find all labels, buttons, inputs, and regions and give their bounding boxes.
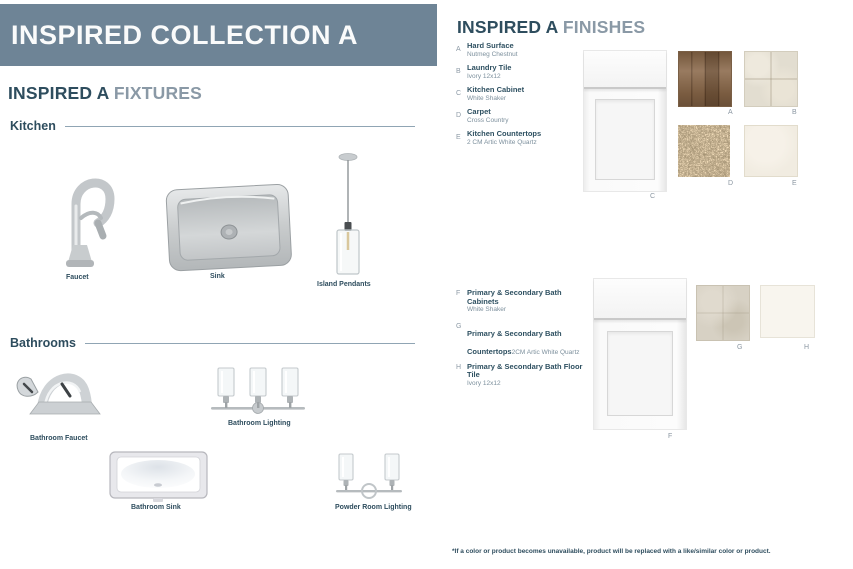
finishes-list-kitchen [456,42,591,152]
swatch-label-g: G [737,344,743,351]
cabinet-door-front [584,89,666,191]
finish-subtitle: 2 CM Artic White Quartz [467,138,537,146]
finishes-heading [457,17,645,38]
finishes-list-bath [456,289,591,393]
kitchen-divider-line [65,126,415,127]
fixtures-heading [8,83,202,104]
bathrooms-section-title: Bathrooms [10,336,76,350]
header-banner [0,4,437,66]
kitchen-section-title: Kitchen [10,119,56,133]
carpet-swatch [678,125,730,177]
finish-letter: E [456,134,461,141]
bathrooms-divider-line [85,343,415,344]
kitchen-sink-label: Sink [210,273,225,280]
finish-title: Carpet [467,107,491,116]
finish-title: Primary & Secondary Bath Floor Tile [467,361,583,379]
finish-entry-b [456,64,591,80]
finish-entry-e [456,130,591,146]
finish-letter: H [456,363,462,371]
swatch-label-d: D [728,180,734,187]
finish-entry-f [456,289,591,314]
finish-subtitle: White Shaker [467,306,507,313]
island-pendant-photo [328,150,368,283]
kitchen-sink-photo [164,182,296,280]
bath-cabinet-swatch [593,278,687,430]
availability-footnote: *If a color or product becomes unavailable, product will be replaced with a like/similar color or product. [452,548,771,555]
finish-title: Kitchen Countertops [467,129,542,138]
powder-room-lighting-label: Powder Room Lighting [335,504,412,511]
kitchen-cabinet-swatch [583,50,667,192]
kitchen-faucet-label: Faucet [66,274,89,281]
bath-countertop-swatch [696,285,750,341]
finish-subtitle: Nutmeg Chestnut [467,50,518,58]
cabinet-door-panel [595,99,654,179]
bathroom-lighting-photo [207,366,309,425]
island-pendant-label: Island Pendants [317,281,371,288]
finish-subtitle: Cross Country [467,116,509,124]
page-title: INSPIRED COLLECTION A [11,19,359,50]
kitchen-countertop-swatch [744,125,798,177]
swatch-label-h: H [804,344,810,351]
finish-letter: D [456,112,462,119]
finish-letter: A [456,46,461,53]
finish-title: Laundry Tile [467,63,512,72]
cabinet-door-panel [607,331,673,416]
kitchen-faucet-photo [57,156,131,277]
bathroom-faucet-photo [12,350,114,427]
finish-entry-g [456,323,591,359]
finish-letter: C [456,90,462,97]
finish-letter: F [456,290,461,297]
swatch-label-c: C [650,193,656,200]
finish-title: Primary & Secondary Bath Countertops [467,328,562,356]
kitchen-section-header [10,119,415,133]
bathrooms-section-header [10,336,415,350]
bathroom-sink-label: Bathroom Sink [131,504,181,511]
fixtures-heading-primary: INSPIRED A [8,83,109,103]
finish-subtitle: 2CM Artic White Quartz [511,348,580,356]
swatch-label-a: A [728,109,733,116]
cabinet-drawer-front [594,279,686,320]
hard-surface-swatch [678,51,732,107]
cabinet-drawer-front [584,51,666,89]
finish-subtitle: Ivory 12x12 [467,379,501,387]
swatch-label-f: F [668,433,673,440]
bathroom-faucet-label: Bathroom Faucet [30,435,88,442]
finish-subtitle: Ivory 12x12 [467,72,501,80]
finish-letter: G [456,322,462,330]
swatch-label-e: E [792,180,797,187]
finish-entry-h [456,363,591,388]
finish-title: Primary & Secondary Bath Cabinets [467,288,562,306]
finish-entry-c [456,86,591,102]
finishes-heading-secondary: FINISHES [562,17,646,37]
bathroom-lighting-label: Bathroom Lighting [228,420,291,427]
finish-title: Hard Surface [467,41,514,50]
finish-letter: B [456,68,461,75]
bath-floor-tile-swatch [760,285,815,338]
swatch-label-b: B [792,109,797,116]
laundry-tile-swatch [744,51,798,107]
finishes-heading-primary: INSPIRED A [457,17,558,37]
cabinet-door-front [594,320,686,430]
finish-subtitle: White Shaker [467,94,507,102]
finish-entry-a [456,42,591,58]
bathroom-sink-photo [108,450,210,509]
finish-entry-d [456,108,591,124]
fixtures-heading-secondary: FIXTURES [113,83,203,103]
finish-title: Kitchen Cabinet [467,85,525,94]
powder-room-lighting-photo [333,452,405,507]
